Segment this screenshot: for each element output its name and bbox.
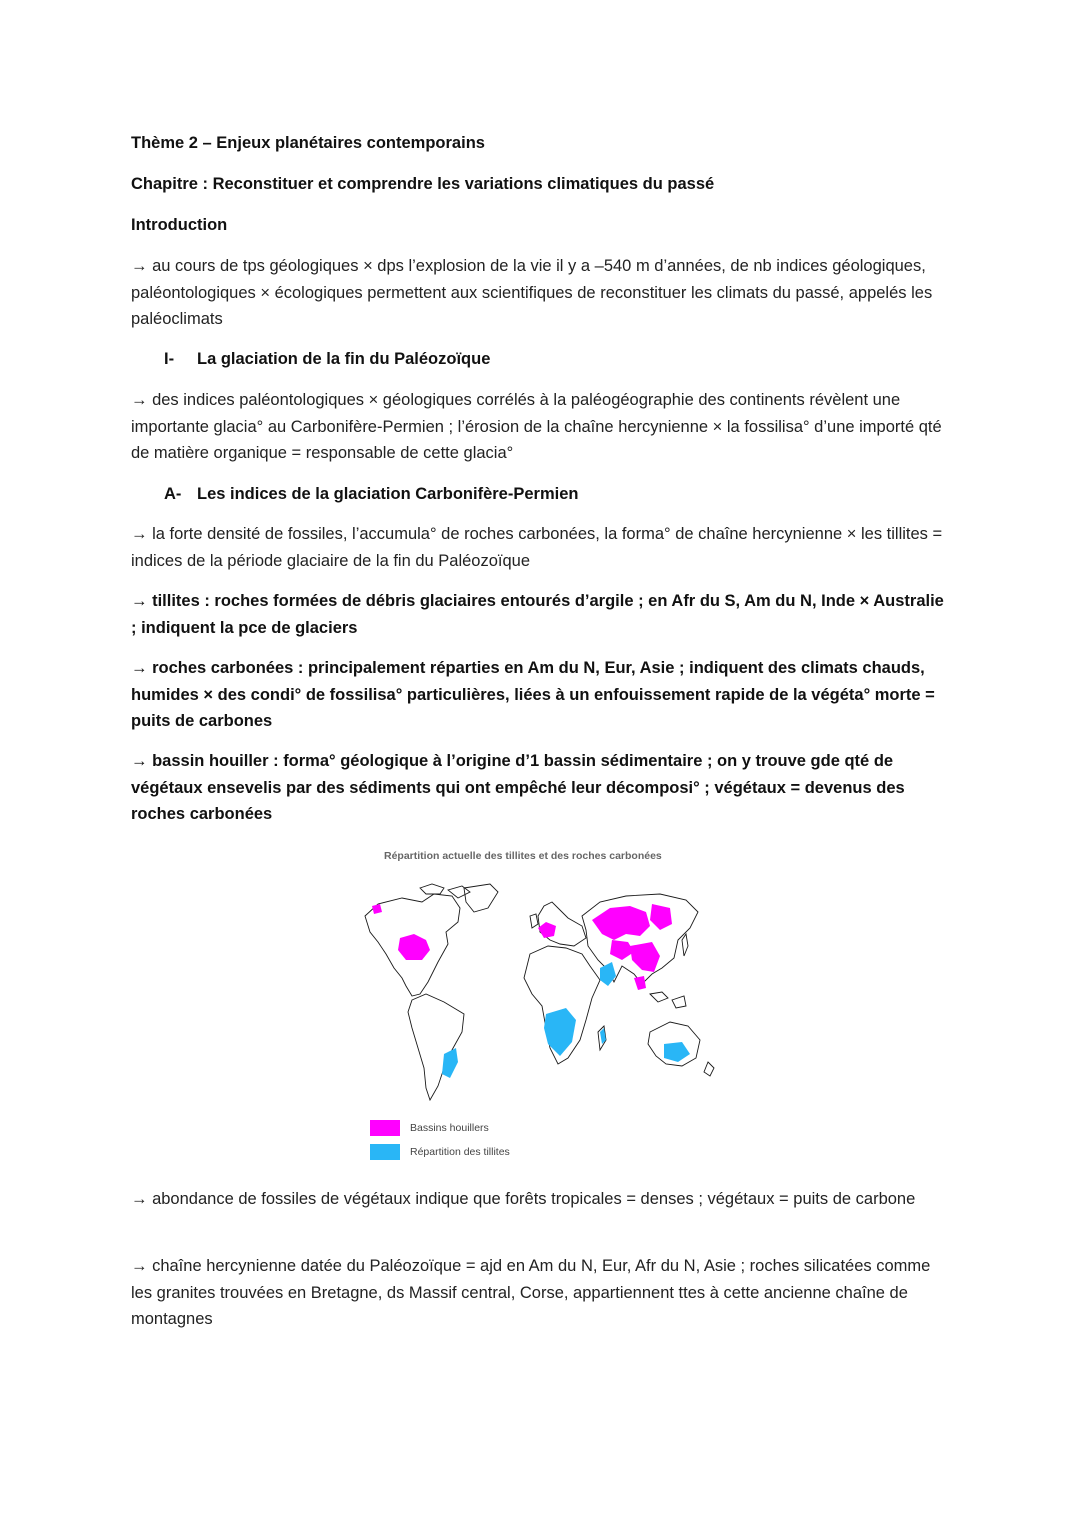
arctic-islands-outline xyxy=(420,884,470,898)
section-1-number: I- xyxy=(164,350,175,368)
coal-basin-areas xyxy=(372,904,672,990)
intro-heading: Introduction xyxy=(131,216,228,234)
world-map xyxy=(360,882,720,1114)
coal-basin-india-east xyxy=(634,976,646,990)
asia-outline xyxy=(582,894,698,984)
chapter-title: Chapitre : Reconstituer et comprendre les variations climatiques du passé xyxy=(131,175,715,193)
new-zealand-outline xyxy=(704,1062,714,1076)
legend-swatch-tillites xyxy=(370,1144,400,1160)
coal-basin-siberia xyxy=(650,904,672,930)
tillite-australia xyxy=(664,1042,690,1062)
legend-item-coal-basins xyxy=(370,1120,489,1136)
coal-basin-north-america xyxy=(398,934,430,960)
intro-paragraph: → au cours de tps géologiques × dps l’explosion de la vie il y a ‒540 m d’années, de nb indices géologiques, paléontologiques × écologiques permettent aux scientifiques de reconstituer les climats du passé, appelés les paléoclimats xyxy=(131,257,933,328)
closing-paragraph-1: → abondance de fossiles de végétaux indique que forêts tropicales = denses ; végétaux = puits de carbone xyxy=(131,1190,916,1208)
coal-basin-alaska xyxy=(372,904,382,914)
southeast-asia-islands-outline xyxy=(650,992,686,1008)
section-1-title: La glaciation de la fin du Paléozoïque xyxy=(197,350,491,368)
bassin-houiller-definition: → bassin houiller : forma° géologique à l’origine d’1 bassin sédimentaire ; on y trouve gde qté de végétaux ensevelis par des sédiments qui ont empêché leur décomposi° ; végétaux = devenus des roches carbonées xyxy=(131,752,905,823)
section-a-heading xyxy=(164,481,578,507)
tillite-africa xyxy=(544,1008,576,1056)
closing-paragraph-2: → chaîne hercynienne datée du Paléozoïque = ajd en Am du N, Eur, Afr du N, Asie ; roches silicatées comme les granites trouvées en Bretagne, ds Massif central, Corse, appartiennent ttes à cette ancienne chaîne de montagnes xyxy=(131,1257,931,1328)
section-a-number: A- xyxy=(164,485,182,503)
coal-basin-china xyxy=(630,942,660,972)
section-1-heading xyxy=(164,346,490,372)
japan-outline xyxy=(682,934,688,956)
tillite-south-america xyxy=(442,1048,458,1078)
legend-swatch-coal-basins xyxy=(370,1120,400,1136)
section-a-paragraph: → la forte densité de fossiles, l’accumula° de roches carbonées, la forma° de chaîne hercynienne × les tillites = indices de la période glaciaire de la fin du Paléozoïque xyxy=(131,525,943,570)
section-a-title: Les indices de la glaciation Carbonifère-Permien xyxy=(197,485,579,503)
uk-outline xyxy=(530,914,538,928)
legend-label-tillites: Répartition des tillites xyxy=(410,1146,510,1158)
legend-label-coal-basins: Bassins houillers xyxy=(410,1122,489,1134)
coal-basin-europe xyxy=(538,922,556,938)
tillite-areas xyxy=(442,962,690,1078)
roches-carbonees-definition: → roches carbonées : principalement réparties en Am du N, Eur, Asie ; indiquent des climats chauds, humides × des condi° de fossilisa° particulières, liées à un enfouissement rapide de la végéta° morte = puits de carbones xyxy=(131,659,935,730)
tillites-definition: → tillites : roches formées de débris glaciaires entourés d’argile ; en Afr du S, Am du N, Inde × Australie ; indiquent la pce de glaciers xyxy=(131,592,944,637)
figure-title: Répartition actuelle des tillites et des roches carbonées xyxy=(384,850,662,862)
greenland-outline xyxy=(464,884,498,912)
theme-title: Thème 2 – Enjeux planétaires contemporains xyxy=(131,134,485,152)
coal-basin-russia xyxy=(592,906,650,940)
section-1-paragraph: → des indices paléontologiques × géologiques corrélés à la paléogéographie des continents révèlent une importante glacia° au Carbonifère-Permien ; l’érosion de la chaîne hercynienne × la fossilisa° d’une importé qté de matière organique = responsable de cette glacia° xyxy=(131,391,942,462)
distribution-map-figure xyxy=(360,848,720,1168)
tillite-india xyxy=(600,962,616,986)
legend-item-tillites xyxy=(370,1144,510,1160)
coal-basin-central-asia xyxy=(610,940,634,960)
south-america-outline xyxy=(408,994,464,1100)
